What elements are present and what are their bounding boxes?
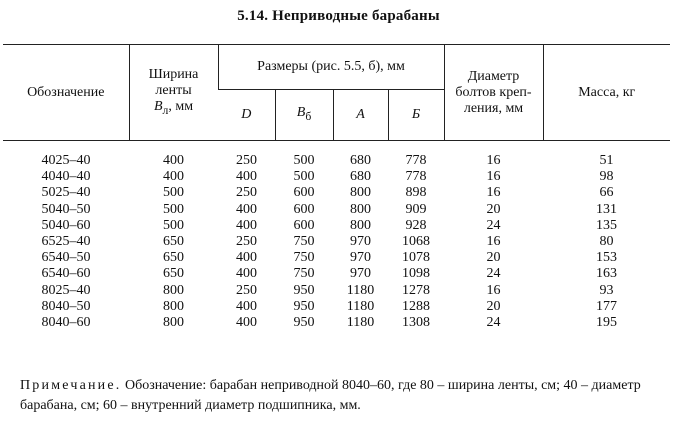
- table-row: [3, 169, 670, 185]
- table-row: [3, 153, 670, 169]
- header-dim-d: D: [218, 90, 275, 141]
- cell-mass: 163: [596, 266, 617, 282]
- cell-dim-be: 898: [405, 185, 427, 201]
- cell-designation: 8040–60: [41, 314, 91, 330]
- header-mass: Масса, кг: [543, 45, 670, 141]
- cell-dim-d: 400: [236, 266, 257, 282]
- cell-designation: 6540–50: [41, 250, 91, 266]
- header-dim-a: A: [333, 90, 388, 141]
- cell-dim-d: 400: [236, 217, 257, 233]
- table-body: [3, 141, 670, 332]
- cell-dim-b: 500: [293, 153, 315, 169]
- header-belt-width: Ширина ленты $B_л$, мм: [129, 45, 218, 141]
- cell-bolt-diameter: 16: [486, 153, 501, 169]
- cell-belt-width: 500: [163, 217, 184, 233]
- cell-dim-a: 970: [350, 234, 371, 250]
- header-dimensions: Размеры (рис. 5.5, б), мм: [218, 45, 444, 90]
- cell-dim-be: 1278: [402, 282, 430, 298]
- cell-designation: 5040–60: [41, 217, 91, 233]
- cell-mass: 135: [596, 217, 617, 233]
- table-row: [3, 185, 670, 201]
- cell-bolt-diameter: 24: [486, 314, 501, 330]
- cell-bolt-diameter: 16: [486, 282, 501, 298]
- cell-dim-a: 1180: [346, 314, 375, 330]
- table-row: [3, 283, 670, 299]
- cell-dim-a: 970: [350, 266, 371, 282]
- cell-bolt-diameter: 24: [486, 217, 501, 233]
- table-row: [3, 202, 670, 218]
- cell-dim-a: 970: [350, 250, 371, 266]
- drum-spec-table: [3, 44, 670, 331]
- cell-designation: 4025–40: [41, 153, 91, 169]
- cell-dim-b: 500: [293, 169, 315, 185]
- table-row: [3, 299, 670, 315]
- table-row: [3, 315, 670, 331]
- cell-designation: 8025–40: [41, 282, 91, 298]
- cell-dim-d: 400: [236, 298, 257, 314]
- cell-dim-b: 950: [293, 298, 315, 314]
- table-row: [3, 266, 670, 282]
- cell-dim-d: 250: [236, 282, 257, 298]
- cell-dim-b: 750: [293, 266, 315, 282]
- cell-mass: 66: [599, 185, 614, 201]
- cell-mass: 98: [599, 169, 614, 185]
- header-dim-b: $B_б$: [275, 90, 333, 141]
- cell-designation: 5040–50: [41, 201, 91, 217]
- cell-belt-width: 400: [163, 153, 184, 169]
- cell-dim-b: 600: [293, 217, 315, 233]
- cell-dim-be: 778: [405, 169, 427, 185]
- cell-belt-width: 650: [163, 266, 184, 282]
- cell-designation: 4040–40: [41, 169, 91, 185]
- cell-bolt-diameter: 20: [486, 201, 501, 217]
- table-row: [3, 250, 670, 266]
- cell-dim-a: 1180: [346, 282, 375, 298]
- cell-belt-width: 650: [163, 234, 184, 250]
- cell-dim-b: 600: [293, 185, 315, 201]
- cell-dim-be: 1288: [402, 298, 430, 314]
- cell-bolt-diameter: 16: [486, 169, 501, 185]
- cell-dim-a: 1180: [346, 298, 375, 314]
- header-designation: Обозначение: [3, 45, 129, 141]
- cell-dim-be: 909: [405, 201, 427, 217]
- cell-dim-b: 950: [293, 282, 315, 298]
- cell-dim-d: 400: [236, 250, 257, 266]
- note-lead: Примечание.: [20, 378, 122, 393]
- cell-bolt-diameter: 16: [486, 185, 501, 201]
- cell-dim-d: 250: [236, 185, 257, 201]
- header-bolt-diameter: Диаметр болтов креп- ления, мм: [444, 45, 543, 141]
- cell-dim-b: 950: [293, 314, 315, 330]
- cell-designation: 8040–50: [41, 298, 91, 314]
- cell-dim-b: 750: [293, 250, 315, 266]
- cell-belt-width: 800: [163, 314, 184, 330]
- cell-bolt-diameter: 24: [486, 266, 501, 282]
- cell-dim-b: 600: [293, 201, 315, 217]
- cell-dim-d: 250: [236, 234, 257, 250]
- cell-mass: 131: [596, 201, 617, 217]
- cell-dim-a: 800: [350, 217, 371, 233]
- cell-dim-be: 1098: [402, 266, 430, 282]
- cell-mass: 80: [599, 234, 614, 250]
- header-dim-be: Б: [388, 90, 444, 141]
- cell-designation: 6540–60: [41, 266, 91, 282]
- cell-bolt-diameter: 20: [486, 298, 501, 314]
- cell-dim-d: 250: [236, 153, 257, 169]
- note-text: Обозначение: барабан неприводной 8040–60, где 80 – ширина ленты, см; 40 – диаметр барабана, см; 60 – внутренний диаметр подшипника, мм.: [20, 378, 641, 413]
- table-title: 5.14. Неприводные барабаны: [237, 8, 440, 24]
- cell-dim-a: 680: [350, 169, 371, 185]
- cell-belt-width: 400: [163, 169, 184, 185]
- cell-dim-a: 680: [350, 153, 371, 169]
- cell-mass: 51: [599, 153, 614, 169]
- cell-designation: 5025–40: [41, 185, 91, 201]
- cell-dim-be: 1078: [402, 250, 430, 266]
- cell-dim-b: 750: [293, 234, 315, 250]
- cell-mass: 93: [599, 282, 614, 298]
- cell-belt-width: 650: [163, 250, 184, 266]
- cell-dim-d: 400: [236, 201, 257, 217]
- cell-dim-d: 400: [236, 314, 257, 330]
- cell-belt-width: 800: [163, 298, 184, 314]
- cell-mass: 195: [596, 314, 617, 330]
- table-row: [3, 234, 670, 250]
- cell-bolt-diameter: 16: [486, 234, 501, 250]
- cell-mass: 153: [596, 250, 617, 266]
- cell-dim-be: 928: [405, 217, 427, 233]
- table-note: [20, 376, 670, 416]
- cell-designation: 6525–40: [41, 234, 91, 250]
- cell-belt-width: 500: [163, 185, 184, 201]
- cell-belt-width: 800: [163, 282, 184, 298]
- cell-dim-a: 800: [350, 201, 371, 217]
- cell-dim-d: 400: [236, 169, 257, 185]
- cell-bolt-diameter: 20: [486, 250, 501, 266]
- cell-mass: 177: [596, 298, 617, 314]
- cell-dim-a: 800: [350, 185, 371, 201]
- cell-dim-be: 1308: [402, 314, 430, 330]
- cell-dim-be: 778: [405, 153, 427, 169]
- cell-belt-width: 500: [163, 201, 184, 217]
- table-row: [3, 218, 670, 234]
- cell-dim-be: 1068: [402, 234, 430, 250]
